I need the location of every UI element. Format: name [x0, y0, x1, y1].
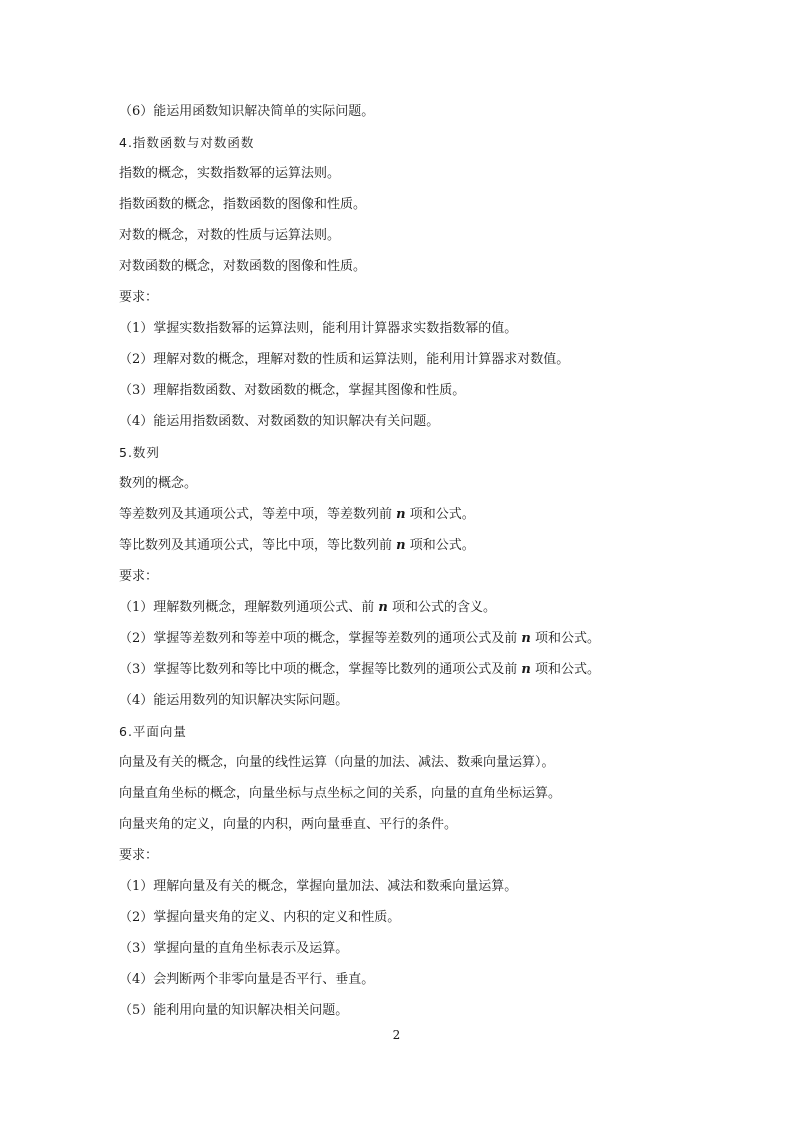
requirement-item: （3）理解指数函数、对数函数的概念，掌握其图像和性质。 [119, 383, 466, 398]
requirement-item: （4）能运用数列的知识解决实际问题。 [119, 693, 349, 708]
requirement-item: （6）能运用函数知识解决简单的实际问题。 [119, 104, 375, 119]
page-number: 2 [392, 1028, 401, 1042]
text-segment: 项和公式。 [405, 507, 475, 522]
content-line [119, 507, 475, 523]
requirement-item [119, 631, 600, 647]
variable-n: n [521, 662, 531, 677]
requirement-item [119, 600, 496, 616]
text-segment: （1）理解数列概念，理解数列通项公式、前 [119, 600, 379, 615]
text-segment: 项和公式的含义。 [387, 600, 496, 615]
content-line: 对数的概念，对数的性质与运算法则。 [119, 228, 341, 243]
text-segment: 项和公式。 [405, 538, 475, 553]
text-segment: 等比数列及其通项公式，等比中项，等比数列前 [119, 538, 397, 553]
content-line: 指数函数的概念，指数函数的图像和性质。 [119, 197, 367, 212]
text-segment: 等差数列及其通项公式，等差中项，等差数列前 [119, 507, 397, 522]
requirement-item [119, 662, 600, 678]
variable-n: n [396, 507, 406, 522]
requirements-label: 要求： [119, 569, 159, 584]
requirements-label: 要求： [119, 290, 159, 305]
text-segment: 项和公式。 [530, 662, 600, 677]
requirement-item: （1）掌握实数指数幂的运算法则，能利用计算器求实数指数幂的值。 [119, 321, 518, 336]
variable-n: n [521, 631, 531, 646]
content-line: 指数的概念，实数指数幂的运算法则。 [119, 166, 341, 181]
requirement-item: （3）掌握向量的直角坐标表示及运算。 [119, 941, 349, 956]
section-heading: 5.数列 [119, 445, 160, 460]
requirement-item: （4）能运用指数函数、对数函数的知识解决有关问题。 [119, 414, 440, 429]
text-segment: （3）掌握等比数列和等比中项的概念，掌握等比数列的通项公式及前 [119, 662, 522, 677]
section-heading: 4.指数函数与对数函数 [119, 135, 255, 150]
content-line [119, 538, 475, 554]
requirement-item: （2）理解对数的概念，理解对数的性质和运算法则，能利用计算器求对数值。 [119, 352, 570, 367]
content-line: 向量直角坐标的概念，向量坐标与点坐标之间的关系，向量的直角坐标运算。 [119, 786, 562, 801]
content-line: 对数函数的概念，对数函数的图像和性质。 [119, 259, 367, 274]
variable-n: n [378, 600, 388, 615]
requirement-item: （1）理解向量及有关的概念，掌握向量加法、减法和数乘向量运算。 [119, 879, 518, 894]
content-line: 向量夹角的定义，向量的内积，两向量垂直、平行的条件。 [119, 817, 458, 832]
text-segment: 项和公式。 [530, 631, 600, 646]
section-heading: 6.平面向量 [119, 724, 187, 739]
text-segment: （2）掌握等差数列和等差中项的概念，掌握等差数列的通项公式及前 [119, 631, 522, 646]
content-line: 数列的概念。 [119, 476, 198, 491]
content-line: 向量及有关的概念，向量的线性运算（向量的加法、减法、数乘向量运算）。 [119, 755, 555, 770]
variable-n: n [396, 538, 406, 553]
requirement-item: （5）能利用向量的知识解决相关问题。 [119, 1003, 349, 1018]
requirements-label: 要求： [119, 848, 159, 863]
requirement-item: （4）会判断两个非零向量是否平行、垂直。 [119, 972, 375, 987]
requirement-item: （2）掌握向量夹角的定义、内积的定义和性质。 [119, 910, 401, 925]
